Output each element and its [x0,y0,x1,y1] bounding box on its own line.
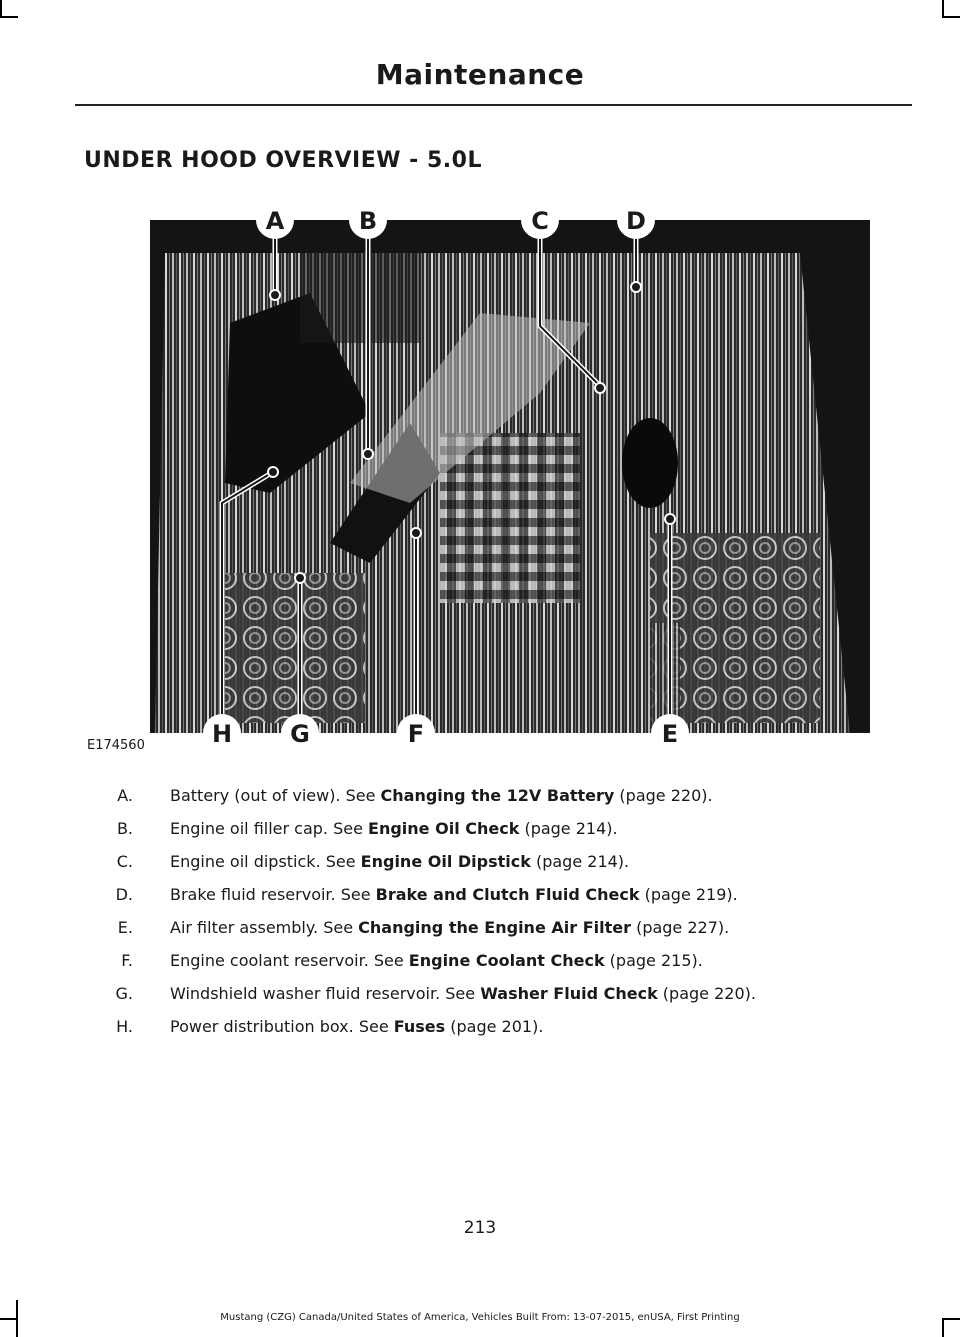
legend-description: Engine oil dipstick. See [170,852,361,871]
legend-letter: H. [116,1017,133,1036]
header-rule [75,104,912,106]
legend-description: Air filter assembly. See [170,918,359,937]
legend-description: Windshield washer fluid reservoir. See [170,984,481,1003]
legend-item [100,1016,900,1049]
crop-mark [0,16,18,18]
legend-reference-link[interactable]: Washer Fluid Check [480,984,658,1003]
callout-b-label: B [358,207,378,235]
legend-page-ref: (page 214). [530,852,630,871]
figure-id: E174560 [87,738,145,753]
legend-page-ref: (page 227). [630,918,730,937]
legend-page-ref: (page 214). [519,819,618,838]
legend-reference-link[interactable]: Changing the 12V Battery [380,786,615,805]
legend-letter: E. [117,918,133,937]
legend-page-ref: (page 219). [639,885,738,904]
legend-page-ref: (page 201). [445,1017,544,1036]
legend-description: Engine coolant reservoir. See [170,951,409,970]
callout-a-label: A [265,207,285,235]
legend-letter: A. [117,786,133,805]
legend-page-ref: (page 215). [604,951,703,970]
legend-letter: G. [115,984,133,1003]
callout-g-label: G [290,720,310,748]
legend-description: Engine oil filler cap. See [170,819,369,838]
legend-item [100,950,900,983]
legend-item [100,983,900,1016]
footer-text: Mustang (CZG) Canada/United States of America, Vehicles Built From: 13-07-2015, enUSA, First Printing [220,1312,740,1323]
legend-description: Power distribution box. See [170,1017,394,1036]
component-legend [100,785,900,1049]
header-title: Maintenance [375,58,585,91]
legend-item [100,851,900,884]
legend-reference-link[interactable]: Fuses [393,1017,446,1036]
callout-f [397,714,435,752]
legend-page-ref: (page 220). [614,786,713,805]
callout-h-label: H [211,720,233,748]
legend-description: Brake fluid reservoir. See [170,885,376,904]
legend-letter: C. [116,852,133,871]
section-heading: UNDER HOOD OVERVIEW - 5.0L [84,148,482,173]
page-number: 213 [463,1218,497,1238]
legend-item [100,884,900,917]
legend-letter: B. [116,819,133,838]
callout-e-label: E [661,720,679,748]
under-hood-figure [150,203,870,753]
legend-item [100,818,900,851]
legend-reference-link[interactable]: Brake and Clutch Fluid Check [375,885,640,904]
legend-reference-link[interactable]: Engine Coolant Check [408,951,605,970]
legend-page-ref: (page 220). [657,984,756,1003]
legend-reference-link[interactable]: Changing the Engine Air Filter [358,918,631,937]
callout-d-label: D [626,207,646,235]
legend-item [100,785,900,818]
legend-item [100,917,900,950]
engine-bay-illustration [150,203,870,753]
legend-description: Battery (out of view). See [170,786,381,805]
callout-g [281,714,319,752]
callout-h [203,714,241,752]
callout-f-label: F [407,720,425,748]
legend-letter: D. [115,885,133,904]
legend-reference-link[interactable]: Engine Oil Dipstick [360,852,531,871]
legend-letter: F. [121,951,133,970]
crop-mark [942,16,960,18]
legend-reference-link[interactable]: Engine Oil Check [368,819,520,838]
callout-e [651,714,689,752]
callout-c-label: C [531,207,549,235]
